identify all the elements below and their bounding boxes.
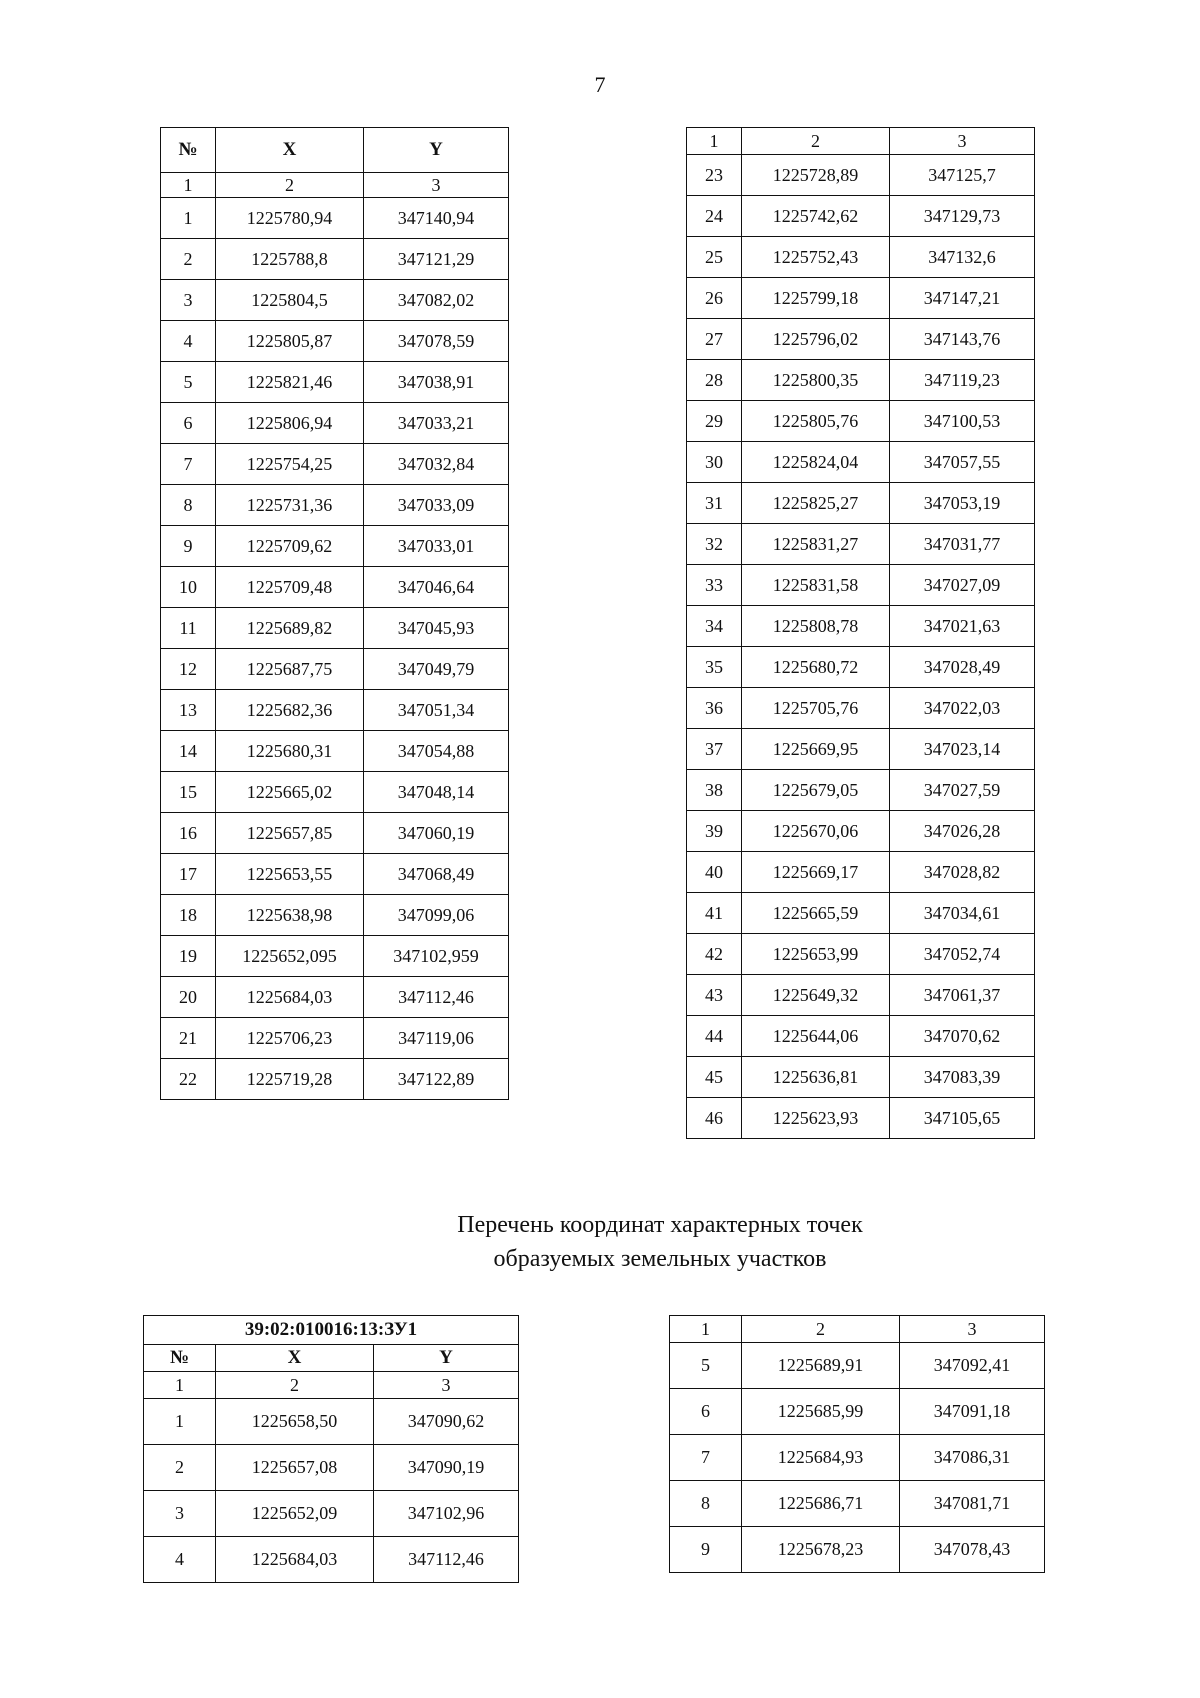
- point-number-cell: 4: [144, 1537, 216, 1583]
- y-coordinate-cell: 347121,29: [364, 239, 509, 280]
- point-number-cell: 27: [687, 319, 742, 360]
- y-coordinate-cell: 347070,62: [890, 1016, 1035, 1057]
- y-coordinate-cell: 347081,71: [900, 1481, 1045, 1527]
- y-coordinate-cell: 347105,65: [890, 1098, 1035, 1139]
- table-body: [144, 1372, 519, 1583]
- table-row: [670, 1527, 1045, 1573]
- x-coordinate-cell: 1225800,35: [742, 360, 890, 401]
- point-number-cell: 3: [161, 280, 216, 321]
- x-coordinate-cell: 1225680,72: [742, 647, 890, 688]
- point-number-cell: 20: [161, 977, 216, 1018]
- parcel-cadastral-number: 39:02:010016:13:ЗУ1: [144, 1316, 519, 1345]
- column-index-row: [161, 173, 509, 198]
- point-number-cell: 3: [144, 1491, 216, 1537]
- point-number-cell: 26: [687, 278, 742, 319]
- x-coordinate-cell: 1225682,36: [216, 690, 364, 731]
- x-coordinate-cell: 1225831,58: [742, 565, 890, 606]
- y-coordinate-cell: 347129,73: [890, 196, 1035, 237]
- table-row: [161, 362, 509, 403]
- point-number-cell: 5: [161, 362, 216, 403]
- table-row: [161, 444, 509, 485]
- y-coordinate-cell: 347140,94: [364, 198, 509, 239]
- point-number-cell: 28: [687, 360, 742, 401]
- x-coordinate-cell: 1225805,87: [216, 321, 364, 362]
- table-row: [161, 1018, 509, 1059]
- y-coordinate-cell: 347046,64: [364, 567, 509, 608]
- point-number-cell: 9: [670, 1527, 742, 1573]
- table-row: [144, 1399, 519, 1445]
- table-row: [687, 360, 1035, 401]
- table-row: [687, 729, 1035, 770]
- table-row: [687, 237, 1035, 278]
- x-coordinate-cell: 1225652,09: [216, 1491, 374, 1537]
- parcel-coordinates-table-1: [143, 1315, 519, 1583]
- x-coordinate-cell: 1225684,03: [216, 977, 364, 1018]
- header-y: Y: [364, 128, 509, 173]
- y-coordinate-cell: 347054,88: [364, 731, 509, 772]
- column-index-cell: 3: [374, 1372, 519, 1399]
- y-coordinate-cell: 347045,93: [364, 608, 509, 649]
- y-coordinate-cell: 347143,76: [890, 319, 1035, 360]
- table-row: [687, 688, 1035, 729]
- x-coordinate-cell: 1225669,17: [742, 852, 890, 893]
- point-number-cell: 9: [161, 526, 216, 567]
- point-number-cell: 24: [687, 196, 742, 237]
- table-row: [687, 1057, 1035, 1098]
- point-number-cell: 17: [161, 854, 216, 895]
- point-number-cell: 7: [161, 444, 216, 485]
- point-number-cell: 44: [687, 1016, 742, 1057]
- x-coordinate-cell: 1225658,50: [216, 1399, 374, 1445]
- point-number-cell: 19: [161, 936, 216, 977]
- table-body: [687, 128, 1035, 1139]
- y-coordinate-cell: 347147,21: [890, 278, 1035, 319]
- x-coordinate-cell: 1225665,59: [742, 893, 890, 934]
- y-coordinate-cell: 347083,39: [890, 1057, 1035, 1098]
- table-row: [687, 278, 1035, 319]
- y-coordinate-cell: 347048,14: [364, 772, 509, 813]
- y-coordinate-cell: 347052,74: [890, 934, 1035, 975]
- table-row: [161, 731, 509, 772]
- x-coordinate-cell: 1225805,76: [742, 401, 890, 442]
- point-number-cell: 43: [687, 975, 742, 1016]
- coordinates-table-2: [686, 127, 1035, 1139]
- point-number-cell: 12: [161, 649, 216, 690]
- point-number-cell: 23: [687, 155, 742, 196]
- x-coordinate-cell: 1225644,06: [742, 1016, 890, 1057]
- y-coordinate-cell: 347090,19: [374, 1445, 519, 1491]
- point-number-cell: 14: [161, 731, 216, 772]
- header-number: №: [144, 1345, 216, 1372]
- point-number-cell: 31: [687, 483, 742, 524]
- column-index-cell: 1: [161, 173, 216, 198]
- table-row: [161, 239, 509, 280]
- column-index-row: [670, 1316, 1045, 1343]
- point-number-cell: 42: [687, 934, 742, 975]
- x-coordinate-cell: 1225825,27: [742, 483, 890, 524]
- x-coordinate-cell: 1225657,08: [216, 1445, 374, 1491]
- point-number-cell: 18: [161, 895, 216, 936]
- point-number-cell: 37: [687, 729, 742, 770]
- table-row: [687, 401, 1035, 442]
- table-row: [161, 649, 509, 690]
- table-row: [687, 442, 1035, 483]
- x-coordinate-cell: 1225679,05: [742, 770, 890, 811]
- header-number: №: [161, 128, 216, 173]
- y-coordinate-cell: 347027,09: [890, 565, 1035, 606]
- y-coordinate-cell: 347033,09: [364, 485, 509, 526]
- point-number-cell: 35: [687, 647, 742, 688]
- x-coordinate-cell: 1225653,99: [742, 934, 890, 975]
- header-row: [144, 1345, 519, 1372]
- point-number-cell: 33: [687, 565, 742, 606]
- y-coordinate-cell: 347026,28: [890, 811, 1035, 852]
- point-number-cell: 5: [670, 1343, 742, 1389]
- y-coordinate-cell: 347027,59: [890, 770, 1035, 811]
- table-body: [670, 1316, 1045, 1573]
- y-coordinate-cell: 347038,91: [364, 362, 509, 403]
- x-coordinate-cell: 1225754,25: [216, 444, 364, 485]
- point-number-cell: 25: [687, 237, 742, 278]
- x-coordinate-cell: 1225670,06: [742, 811, 890, 852]
- point-number-cell: 39: [687, 811, 742, 852]
- point-number-cell: 1: [161, 198, 216, 239]
- x-coordinate-cell: 1225731,36: [216, 485, 364, 526]
- table-row: [687, 934, 1035, 975]
- y-coordinate-cell: 347078,59: [364, 321, 509, 362]
- table-row: [687, 852, 1035, 893]
- point-number-cell: 15: [161, 772, 216, 813]
- x-coordinate-cell: 1225706,23: [216, 1018, 364, 1059]
- table-row: [161, 1059, 509, 1100]
- x-coordinate-cell: 1225623,93: [742, 1098, 890, 1139]
- y-coordinate-cell: 347092,41: [900, 1343, 1045, 1389]
- table-row: [161, 936, 509, 977]
- caption-line-1: Перечень координат характерных точек: [457, 1212, 863, 1238]
- x-coordinate-cell: 1225804,5: [216, 280, 364, 321]
- y-coordinate-cell: 347061,37: [890, 975, 1035, 1016]
- y-coordinate-cell: 347112,46: [364, 977, 509, 1018]
- table-row: [687, 155, 1035, 196]
- y-coordinate-cell: 347090,62: [374, 1399, 519, 1445]
- x-coordinate-cell: 1225824,04: [742, 442, 890, 483]
- x-coordinate-cell: 1225831,27: [742, 524, 890, 565]
- caption-line-2: образуемых земельных участков: [493, 1246, 827, 1272]
- table-row: [687, 606, 1035, 647]
- table-row: [670, 1389, 1045, 1435]
- y-coordinate-cell: 347060,19: [364, 813, 509, 854]
- point-number-cell: 45: [687, 1057, 742, 1098]
- table-row: [161, 608, 509, 649]
- y-coordinate-cell: 347032,84: [364, 444, 509, 485]
- column-index-cell: 1: [670, 1316, 742, 1343]
- x-coordinate-cell: 1225796,02: [742, 319, 890, 360]
- y-coordinate-cell: 347102,96: [374, 1491, 519, 1537]
- table-row: [161, 567, 509, 608]
- y-coordinate-cell: 347112,46: [374, 1537, 519, 1583]
- point-number-cell: 38: [687, 770, 742, 811]
- table-row: [161, 321, 509, 362]
- table-row: [687, 770, 1035, 811]
- x-coordinate-cell: 1225649,32: [742, 975, 890, 1016]
- point-number-cell: 34: [687, 606, 742, 647]
- point-number-cell: 29: [687, 401, 742, 442]
- y-coordinate-cell: 347099,06: [364, 895, 509, 936]
- x-coordinate-cell: 1225719,28: [216, 1059, 364, 1100]
- x-coordinate-cell: 1225780,94: [216, 198, 364, 239]
- table-row: [687, 524, 1035, 565]
- page-number: 7: [594, 72, 606, 97]
- y-coordinate-cell: 347057,55: [890, 442, 1035, 483]
- x-coordinate-cell: 1225821,46: [216, 362, 364, 403]
- x-coordinate-cell: 1225689,82: [216, 608, 364, 649]
- y-coordinate-cell: 347028,82: [890, 852, 1035, 893]
- y-coordinate-cell: 347122,89: [364, 1059, 509, 1100]
- column-index-row: [687, 128, 1035, 155]
- column-index-cell: 2: [216, 173, 364, 198]
- parcel-title-row: [144, 1316, 519, 1345]
- y-coordinate-cell: 347068,49: [364, 854, 509, 895]
- x-coordinate-cell: 1225705,76: [742, 688, 890, 729]
- x-coordinate-cell: 1225752,43: [742, 237, 890, 278]
- table-row: [161, 772, 509, 813]
- y-coordinate-cell: 347125,7: [890, 155, 1035, 196]
- x-coordinate-cell: 1225687,75: [216, 649, 364, 690]
- column-index-cell: 2: [216, 1372, 374, 1399]
- table-row: [687, 647, 1035, 688]
- table-row: [670, 1343, 1045, 1389]
- point-number-cell: 21: [161, 1018, 216, 1059]
- y-coordinate-cell: 347049,79: [364, 649, 509, 690]
- y-coordinate-cell: 347078,43: [900, 1527, 1045, 1573]
- y-coordinate-cell: 347091,18: [900, 1389, 1045, 1435]
- x-coordinate-cell: 1225669,95: [742, 729, 890, 770]
- table-row: [687, 1016, 1035, 1057]
- x-coordinate-cell: 1225689,91: [742, 1343, 900, 1389]
- point-number-cell: 36: [687, 688, 742, 729]
- table-row: [161, 895, 509, 936]
- point-number-cell: 41: [687, 893, 742, 934]
- table-row: [161, 403, 509, 444]
- table-row: [161, 977, 509, 1018]
- y-coordinate-cell: 347051,34: [364, 690, 509, 731]
- x-coordinate-cell: 1225652,095: [216, 936, 364, 977]
- x-coordinate-cell: 1225684,93: [742, 1435, 900, 1481]
- header-row: [161, 128, 509, 173]
- table-row: [687, 565, 1035, 606]
- column-index-cell: 3: [890, 128, 1035, 155]
- x-coordinate-cell: 1225638,98: [216, 895, 364, 936]
- table-row: [687, 893, 1035, 934]
- table-row: [161, 198, 509, 239]
- table-row: [670, 1435, 1045, 1481]
- point-number-cell: 6: [161, 403, 216, 444]
- y-coordinate-cell: 347021,63: [890, 606, 1035, 647]
- x-coordinate-cell: 1225799,18: [742, 278, 890, 319]
- point-number-cell: 4: [161, 321, 216, 362]
- table-row: [144, 1491, 519, 1537]
- x-coordinate-cell: 1225686,71: [742, 1481, 900, 1527]
- point-number-cell: 6: [670, 1389, 742, 1435]
- y-coordinate-cell: 347082,02: [364, 280, 509, 321]
- y-coordinate-cell: 347100,53: [890, 401, 1035, 442]
- table-row: [687, 1098, 1035, 1139]
- x-coordinate-cell: 1225665,02: [216, 772, 364, 813]
- section-caption: [0, 1208, 1200, 1276]
- parcel-coordinates-table-2: [669, 1315, 1045, 1573]
- x-coordinate-cell: 1225728,89: [742, 155, 890, 196]
- x-coordinate-cell: 1225678,23: [742, 1527, 900, 1573]
- table-row: [670, 1481, 1045, 1527]
- table-row: [687, 811, 1035, 852]
- column-index-cell: 1: [144, 1372, 216, 1399]
- table-row: [144, 1537, 519, 1583]
- point-number-cell: 1: [144, 1399, 216, 1445]
- header-x: X: [216, 128, 364, 173]
- table-row: [161, 485, 509, 526]
- y-coordinate-cell: 347031,77: [890, 524, 1035, 565]
- point-number-cell: 46: [687, 1098, 742, 1139]
- y-coordinate-cell: 347053,19: [890, 483, 1035, 524]
- point-number-cell: 30: [687, 442, 742, 483]
- table-row: [161, 813, 509, 854]
- point-number-cell: 8: [670, 1481, 742, 1527]
- table-row: [161, 690, 509, 731]
- y-coordinate-cell: 347023,14: [890, 729, 1035, 770]
- coordinates-table-1: [160, 127, 509, 1100]
- column-index-cell: 1: [687, 128, 742, 155]
- point-number-cell: 13: [161, 690, 216, 731]
- column-index-cell: 2: [742, 128, 890, 155]
- point-number-cell: 32: [687, 524, 742, 565]
- table-row: [161, 526, 509, 567]
- table-row: [687, 196, 1035, 237]
- column-index-cell: 3: [900, 1316, 1045, 1343]
- point-number-cell: 8: [161, 485, 216, 526]
- table-row: [687, 319, 1035, 360]
- x-coordinate-cell: 1225709,62: [216, 526, 364, 567]
- x-coordinate-cell: 1225653,55: [216, 854, 364, 895]
- point-number-cell: 11: [161, 608, 216, 649]
- y-coordinate-cell: 347119,23: [890, 360, 1035, 401]
- point-number-cell: 22: [161, 1059, 216, 1100]
- y-coordinate-cell: 347034,61: [890, 893, 1035, 934]
- point-number-cell: 16: [161, 813, 216, 854]
- x-coordinate-cell: 1225806,94: [216, 403, 364, 444]
- x-coordinate-cell: 1225742,62: [742, 196, 890, 237]
- y-coordinate-cell: 347033,01: [364, 526, 509, 567]
- y-coordinate-cell: 347022,03: [890, 688, 1035, 729]
- point-number-cell: 40: [687, 852, 742, 893]
- y-coordinate-cell: 347102,959: [364, 936, 509, 977]
- column-index-cell: 2: [742, 1316, 900, 1343]
- point-number-cell: 2: [144, 1445, 216, 1491]
- x-coordinate-cell: 1225636,81: [742, 1057, 890, 1098]
- table-body: [161, 173, 509, 1100]
- y-coordinate-cell: 347033,21: [364, 403, 509, 444]
- header-x: X: [216, 1345, 374, 1372]
- table-row: [144, 1445, 519, 1491]
- x-coordinate-cell: 1225709,48: [216, 567, 364, 608]
- x-coordinate-cell: 1225680,31: [216, 731, 364, 772]
- header-y: Y: [374, 1345, 519, 1372]
- column-index-cell: 3: [364, 173, 509, 198]
- x-coordinate-cell: 1225684,03: [216, 1537, 374, 1583]
- y-coordinate-cell: 347028,49: [890, 647, 1035, 688]
- x-coordinate-cell: 1225657,85: [216, 813, 364, 854]
- table-row: [161, 854, 509, 895]
- x-coordinate-cell: 1225685,99: [742, 1389, 900, 1435]
- point-number-cell: 10: [161, 567, 216, 608]
- y-coordinate-cell: 347086,31: [900, 1435, 1045, 1481]
- y-coordinate-cell: 347132,6: [890, 237, 1035, 278]
- x-coordinate-cell: 1225788,8: [216, 239, 364, 280]
- column-index-row: [144, 1372, 519, 1399]
- x-coordinate-cell: 1225808,78: [742, 606, 890, 647]
- point-number-cell: 2: [161, 239, 216, 280]
- table-row: [687, 975, 1035, 1016]
- y-coordinate-cell: 347119,06: [364, 1018, 509, 1059]
- point-number-cell: 7: [670, 1435, 742, 1481]
- table-row: [687, 483, 1035, 524]
- table-row: [161, 280, 509, 321]
